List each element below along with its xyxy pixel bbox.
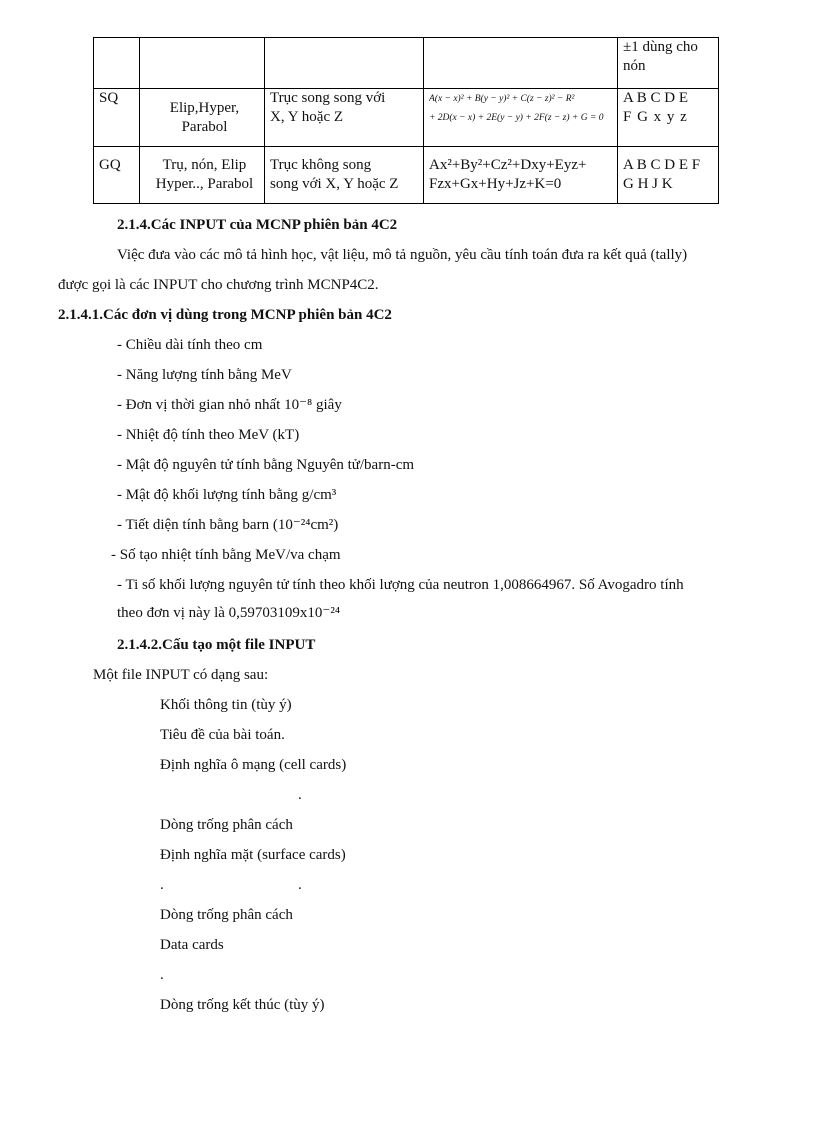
- cell-text: G H J K: [623, 176, 673, 192]
- file-line: Dòng trống kết thúc (tùy ý): [160, 997, 325, 1013]
- file-line: Dòng trống phân cách: [160, 907, 293, 923]
- cell-text: Parabol: [181, 119, 228, 135]
- file-line: Tiêu đề của bài toán.: [160, 727, 285, 743]
- cell-text: song với X, Y hoặc Z: [270, 176, 399, 192]
- cell-text: X, Y hoặc Z: [270, 109, 344, 125]
- list-item: theo đơn vị này là 0,59703109x10⁻²⁴: [117, 605, 341, 621]
- file-line: Dòng trống phân cách: [160, 817, 293, 833]
- file-line: Khối thông tin (tùy ý): [160, 697, 292, 713]
- equation-line: A(x − x)² + B(y − y)² + C(z − z)² − R²: [429, 94, 575, 104]
- paragraph-line: Một file INPUT có dạng sau:: [93, 667, 269, 683]
- section-heading: 2.1.4.2.Cấu tạo một file INPUT: [117, 637, 316, 653]
- file-line: .: [298, 787, 302, 803]
- row-code: GQ: [99, 157, 121, 173]
- cell-text: Ax²+By²+Cz²+Dxy+Eyz+: [429, 157, 587, 173]
- cell-text: F G x y z: [623, 109, 688, 125]
- equation-line: + 2D(x − x) + 2E(y − y) + 2F(z − z) + G = 0: [429, 113, 604, 123]
- cell-text: Hyper.., Parabol: [155, 176, 254, 192]
- table-row: [94, 147, 719, 204]
- surface-table: [93, 37, 719, 204]
- paragraph-line: Việc đưa vào các mô tả hình học, vật liệu, mô tả nguồn, yêu cầu tính toán đưa ra kết quả (tally): [117, 247, 688, 263]
- cell-text: A B C D E: [623, 90, 689, 106]
- list-item: - Mật độ khối lượng tính bằng g/cm³: [117, 487, 337, 503]
- cell-text: A B C D E F: [623, 157, 701, 173]
- file-line: Định nghĩa ô mạng (cell cards): [160, 757, 347, 773]
- cell-text: Trụ, nón, Elip: [162, 157, 247, 173]
- list-item: - Tiết diện tính bằng barn (10⁻²⁴cm²): [117, 517, 339, 533]
- file-line: .: [298, 877, 302, 893]
- paragraph-line: được gọi là các INPUT cho chương trình MCNP4C2.: [58, 277, 379, 293]
- table-row: [94, 89, 719, 147]
- file-line: Data cards: [160, 937, 224, 953]
- row-code: SQ: [99, 90, 119, 106]
- list-item: - Đơn vị thời gian nhỏ nhất 10⁻⁸ giây: [117, 397, 342, 413]
- file-line: Định nghĩa mặt (surface cards): [160, 847, 346, 863]
- cell-text: Fzx+Gx+Hy+Jz+K=0: [429, 176, 562, 192]
- list-item: - Chiều dài tính theo cm: [117, 337, 263, 353]
- list-item: - Ti số khối lượng nguyên tử tính theo khối lượng của neutron 1,008664967. Số Avogadro tính: [117, 577, 684, 593]
- cell-text: Trục không song: [270, 157, 372, 173]
- section-heading: 2.1.4.1.Các đơn vị dùng trong MCNP phiên bản 4C2: [58, 307, 392, 323]
- cell-text: Elip,Hyper,: [169, 100, 240, 116]
- file-line: .: [160, 877, 164, 893]
- list-item: - Mật độ nguyên tử tính bằng Nguyên tử/barn-cm: [117, 457, 415, 473]
- list-item: - Năng lượng tính bằng MeV: [117, 367, 292, 383]
- cell-text: Trục song song với: [270, 90, 386, 106]
- list-item: - Nhiệt độ tính theo MeV (kT): [117, 427, 300, 443]
- table-row: [94, 38, 719, 89]
- section-heading: 2.1.4.Các INPUT của MCNP phiên bản 4C2: [117, 217, 398, 233]
- cell-text: ±1 dùng cho: [623, 39, 698, 55]
- list-item: - Số tạo nhiệt tính bằng MeV/va chạm: [111, 547, 341, 563]
- cell-text: nón: [623, 58, 646, 74]
- file-line: .: [160, 967, 164, 983]
